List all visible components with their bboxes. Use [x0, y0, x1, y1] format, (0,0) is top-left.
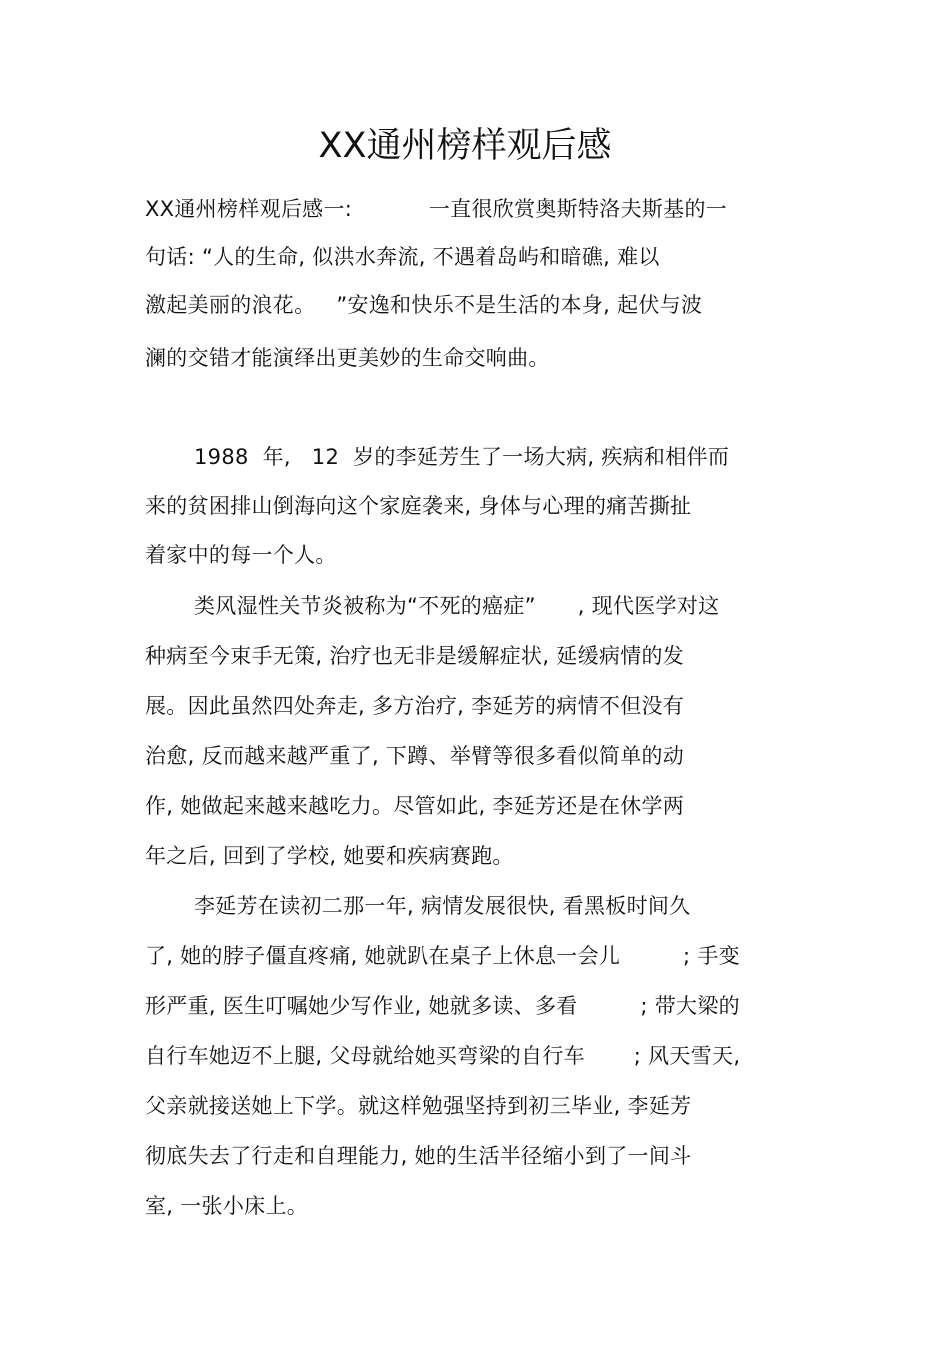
text-line: 了, 她的脖子僵直疼痛, 她就趴在桌子上休息一会儿 ; 手变	[145, 944, 740, 968]
text-line: 展。因此虽然四处奔走, 多方治疗, 李延芳的病情不但没有	[145, 694, 685, 718]
text-line: 来的贫困排山倒海向这个家庭袭来, 身体与心理的痛苦撕扯	[145, 494, 692, 518]
text-line: 种病至今束手无策, 治疗也无非是缓解症状, 延缓病情的发	[145, 644, 685, 668]
text-line: 作, 她做起来越来越吃力。尽管如此, 李延芳还是在休学两	[145, 794, 685, 818]
text-line: 彻底失去了行走和自理能力, 她的生活半径缩小到了一间斗	[145, 1144, 692, 1168]
text-line: 着家中的每一个人。	[145, 543, 337, 567]
text-line: 自行车她迈不上腿, 父母就给她买弯梁的自行车 ; 风天雪天,	[145, 1044, 741, 1068]
text-line: 激起美丽的浪花。 ”安逸和快乐不是生活的本身, 起伏与波	[145, 293, 703, 317]
text-line: 澜的交错才能演绎出更美妙的生命交响曲。	[145, 346, 550, 370]
text-line: 李延芳在读初二那一年, 病情发展很快, 看黑板时间久	[194, 894, 691, 918]
document-title: XX通州榜样观后感	[318, 126, 612, 166]
text-line: 类风湿性关节炎被称为“不死的癌症” , 现代医学对这	[194, 594, 720, 618]
text-line: 父亲就接送她上下学。就这样勉强坚持到初三毕业, 李延芳	[145, 1094, 692, 1118]
text-line: XX通州榜样观后感一: 一直很欣赏奥斯特洛夫斯基的一	[145, 197, 728, 221]
text-line: 室, 一张小床上。	[145, 1194, 309, 1218]
text-line: 治愈, 反而越来越严重了, 下蹲、举臂等很多看似简单的动	[145, 744, 685, 768]
text-line: 形严重, 医生叮嘱她少写作业, 她就多读、多看 ; 带大梁的	[145, 994, 740, 1018]
text-line: 1988 年, 12 岁的李延芳生了一场大病, 疾病和相伴而	[194, 445, 730, 469]
text-line: 句话: “人的生命, 似洪水奔流, 不遇着岛屿和暗礁, 难以	[145, 245, 660, 269]
text-line: 年之后, 回到了学校, 她要和疾病赛跑。	[145, 844, 514, 868]
